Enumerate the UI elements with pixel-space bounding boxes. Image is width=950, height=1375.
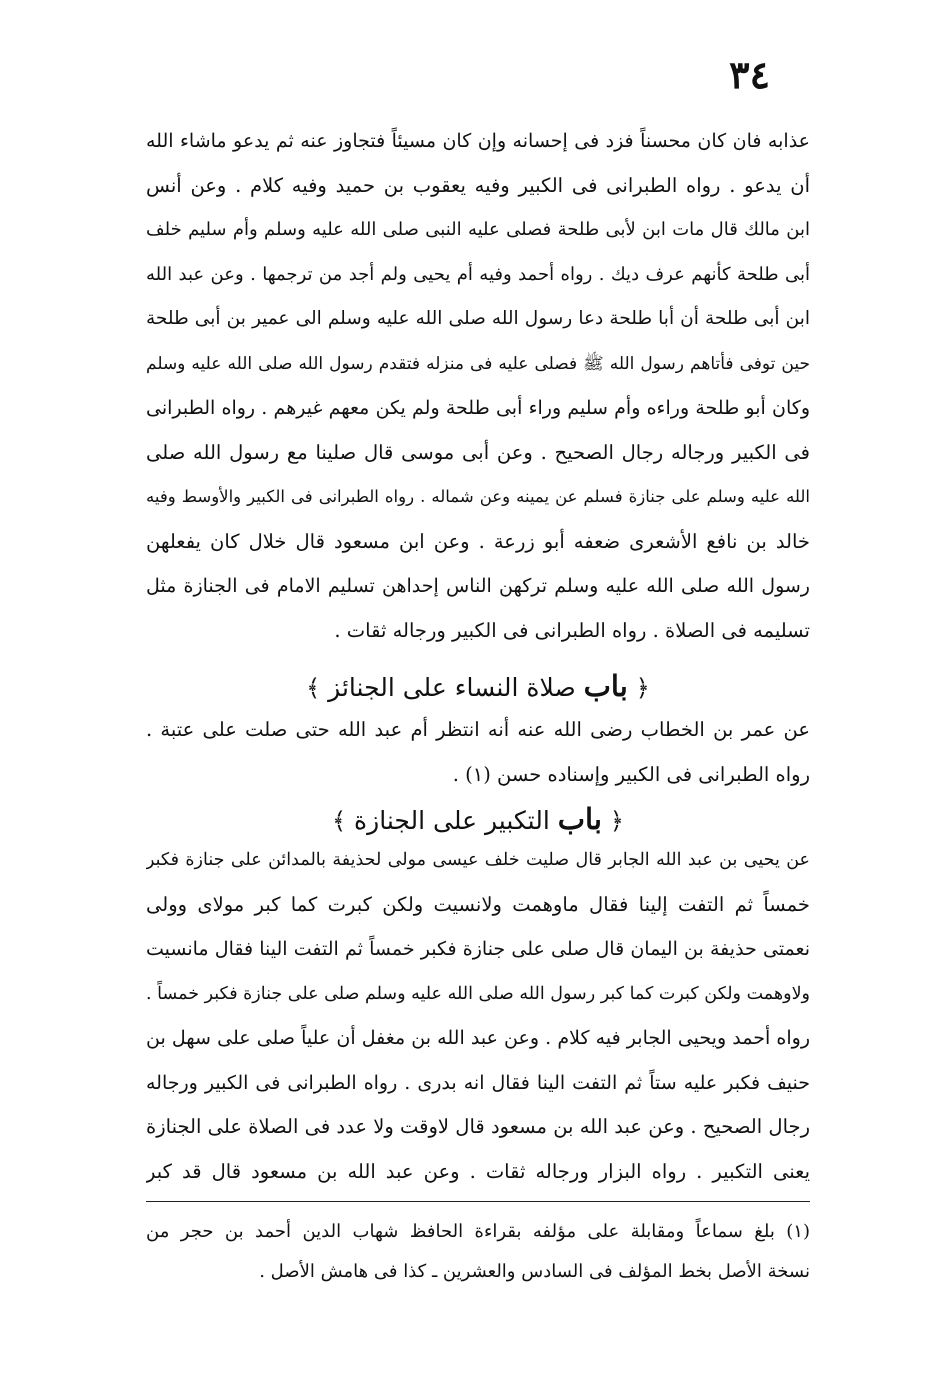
paragraph-women-prayer bbox=[146, 708, 810, 797]
text-line: ابن مالك قال مات ابن لأبى طلحة فصلى عليه النبى صلى الله عليه وسلم وأم سليم خلف bbox=[146, 219, 810, 240]
chapter-heading-takbir bbox=[146, 797, 810, 841]
text-line: حين توفى فأتاهم رسول الله ﷺ فصلى عليه فى منزله فتقدم رسول الله صلى الله عليه وسلم bbox=[146, 353, 810, 374]
text-line: أن يدعو . رواه الطبرانى فى الكبير وفيه يعقوب بن حميد وفيه كلام . وعن أنس bbox=[146, 173, 810, 197]
chapter-word: باب bbox=[557, 802, 602, 836]
text-line: عذابه فان كان محسناً فزد فى إحسانه وإن كان مسيئاً فتجاوز عنه ثم يدعو ماشاء الله bbox=[146, 130, 810, 152]
chapter-heading-women-prayer bbox=[146, 664, 810, 708]
text-line: عن عمر بن الخطاب رضى الله عنه أنه انتظر أم عبد الله حتى صلت على عتبة . bbox=[146, 718, 810, 741]
ornament-open: ﴿ bbox=[635, 674, 650, 702]
text-line: رسول الله صلى الله عليه وسلم تركهن الناس إحداهن تسليم الامام فى الجنازة مثل bbox=[146, 575, 810, 597]
footnote-line: (١) بلغ سماعاً ومقابلة على مؤلفه بقراءة الحافظ شهاب الدين أحمد بن حجر من bbox=[146, 1221, 810, 1242]
text-line: أبى طلحة كأنهم عرف ديك . رواه أحمد وفيه أم يحيى ولم أجد من ترجمها . وعن عبد الله bbox=[146, 263, 810, 285]
text-line: وكان أبو طلحة وراءه وأم سليم وراء أبى طلحة ولم يكن معهم غيرهم . رواه الطبرانى bbox=[146, 397, 810, 419]
text-line: خمساً ثم التفت إلينا فقال ماوهمت ولانسيت ولكن كبرت كما كبر مولاى وولى bbox=[146, 892, 810, 916]
text-line: عن يحيى بن عبد الله الجابر قال صليت خلف عيسى مولى لحذيفة بالمدائن على جنازة فكبر bbox=[146, 850, 810, 870]
ornament-close: ﴾ bbox=[306, 674, 321, 702]
text-line: حنيف فكبر عليه ستاً ثم التفت الينا فقال انه بدرى . رواه الطبرانى فى الكبير ورجاله bbox=[146, 1071, 810, 1094]
text-line: ابن أبى طلحة أن أبا طلحة دعا رسول الله صلى الله عليه وسلم الى عمير بن أبى طلحة bbox=[146, 308, 810, 329]
text-line: نعمتى حذيفة بن اليمان قال صلى على جنازة فكبر خمساً ثم التفت الينا فقال مانسيت bbox=[146, 938, 810, 960]
text-line: الله عليه وسلم على جنازة فسلم عن يمينه وعن شماله . رواه الطبرانى فى الكبير والأوسط وفيه bbox=[146, 487, 810, 506]
paragraph-takbir bbox=[146, 838, 810, 1194]
ornament-open: ﴿ bbox=[609, 807, 624, 835]
paragraph-hadith-funeral-prayer bbox=[146, 119, 810, 653]
text-line: فى الكبير ورجاله رجال الصحيح . وعن أبى موسى قال صلينا مع رسول الله صلى bbox=[146, 440, 810, 464]
text-line: ولاوهمت ولكن كبرت كما كبر رسول الله صلى الله عليه وسلم صلى على جنازة فكبر خمساً . bbox=[146, 983, 810, 1004]
chapter-title: صلاة النساء على الجنائز bbox=[328, 673, 576, 702]
ornament-close: ﴾ bbox=[332, 807, 347, 835]
footnote bbox=[146, 1212, 810, 1292]
chapter-title: التكبير على الجنازة bbox=[354, 806, 550, 835]
text-line: تسليمه فى الصلاة . رواه الطبرانى فى الكبير ورجاله ثقات . bbox=[334, 618, 810, 642]
text-line: رواه الطبرانى فى الكبير وإسناده حسن (١) . bbox=[452, 762, 810, 786]
text-line: رواه أحمد ويحيى الجابر فيه كلام . وعن عبد الله بن مغفل أن علياً صلى على سهل بن bbox=[146, 1027, 810, 1049]
text-line: رجال الصحيح . وعن عبد الله بن مسعود قال لاوقت ولا عدد فى الصلاة على الجنازة bbox=[146, 1115, 810, 1138]
text-line: يعنى التكبير . رواه البزار ورجاله ثقات . وعن عبد الله بن مسعود قال قد كبر bbox=[146, 1159, 810, 1183]
footnote-divider bbox=[146, 1201, 810, 1202]
page-number: ٣٤ bbox=[729, 52, 770, 97]
text-line: خالد بن نافع الأشعرى ضعفه أبو زرعة . وعن ابن مسعود قال خلال كان يفعلهن bbox=[146, 529, 810, 553]
footnote-line: نسخة الأصل بخط المؤلف فى السادس والعشرين ـ كذا فى هامش الأصل . bbox=[259, 1261, 810, 1282]
chapter-word: باب bbox=[583, 669, 628, 703]
